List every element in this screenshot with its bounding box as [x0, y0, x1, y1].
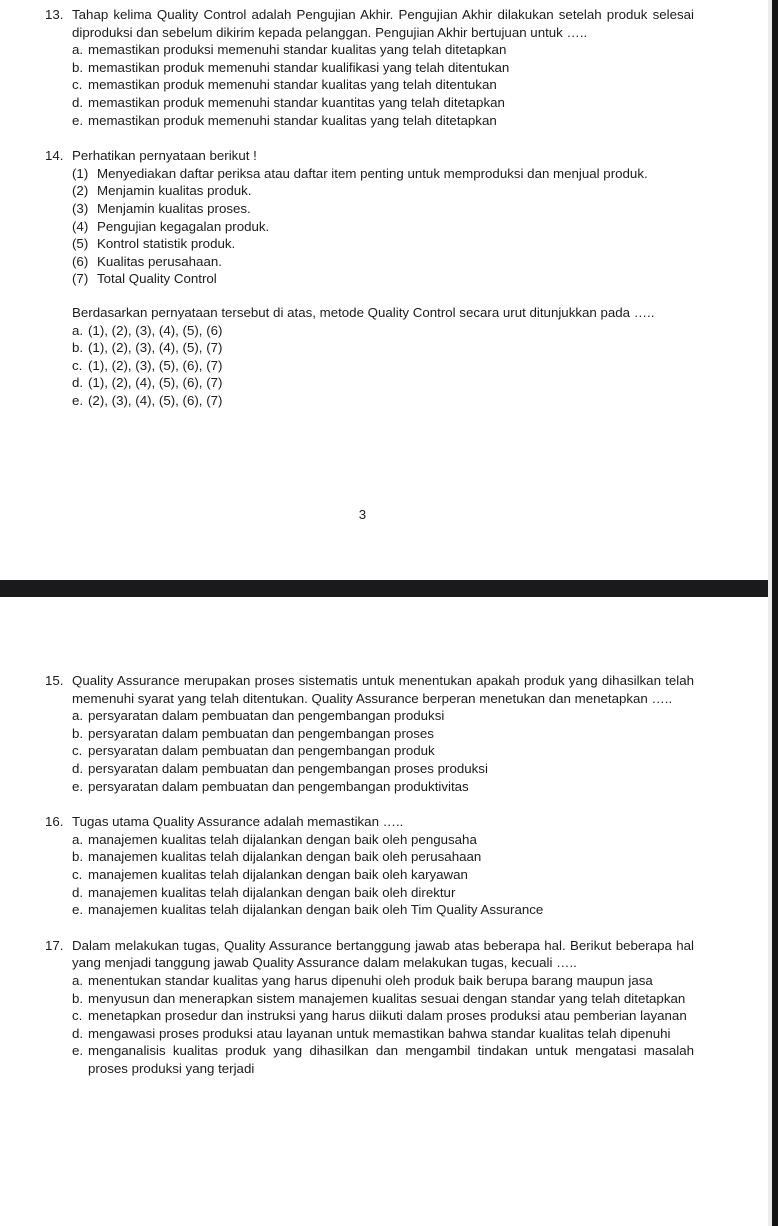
option-text: (1), (2), (3), (5), (6), (7): [88, 357, 223, 373]
question-stem: [45, 813, 694, 831]
option-letter: a.: [72, 708, 84, 724]
question-13: [45, 6, 694, 129]
option-text: manajemen kualitas telah dijalankan dengan baik oleh direktur: [88, 884, 456, 900]
option-text: (1), (2), (4), (5), (6), (7): [88, 375, 223, 391]
document-page-bottom: [0, 672, 772, 1095]
option-letter: e.: [72, 778, 84, 794]
option-text: menentukan standar kualitas yang harus dipenuhi oleh produk baik berupa barang maupun jasa: [88, 972, 653, 988]
option-letter: e.: [72, 902, 84, 918]
question-17: [45, 937, 694, 1078]
option-text: manajemen kualitas telah dijalankan dengan baik oleh Tim Quality Assurance: [88, 902, 544, 918]
option-letter: c.: [72, 866, 83, 882]
option-text: persyaratan dalam pembuatan dan pengembangan proses: [88, 725, 434, 741]
answer-option[interactable]: [72, 707, 694, 725]
question-stem: [45, 147, 694, 165]
question-16: [45, 813, 694, 919]
option-text: menyusun dan menerapkan sistem manajemen kualitas sesuai dengan standar yang telah ditetapkan: [88, 990, 686, 1006]
answer-option[interactable]: [72, 831, 694, 849]
statement-marker: (5): [72, 236, 89, 252]
statement-text: Pengujian kegagalan produk.: [97, 218, 270, 234]
statement-item: [72, 200, 694, 218]
answer-option[interactable]: [72, 972, 694, 990]
option-text: memastikan produksi memenuhi standar kualitas yang telah ditetapkan: [88, 42, 507, 58]
statement-text: Menjamin kualitas proses.: [97, 200, 251, 216]
option-letter: d.: [72, 94, 84, 110]
answer-option[interactable]: [72, 760, 694, 778]
statement-text: Total Quality Control: [97, 271, 217, 287]
page-number: 3: [358, 507, 367, 522]
statement-item: [72, 253, 694, 271]
option-letter: b.: [72, 725, 84, 741]
statement-marker: (3): [72, 200, 89, 216]
answer-option[interactable]: [72, 357, 694, 375]
option-letter: d.: [72, 760, 84, 776]
option-letter: c.: [72, 1008, 83, 1024]
option-letter: b.: [72, 59, 84, 75]
answer-option[interactable]: [72, 901, 694, 919]
option-text: manajemen kualitas telah dijalankan dengan baik oleh karyawan: [88, 866, 468, 882]
option-letter: b.: [72, 849, 84, 865]
answer-option[interactable]: [72, 848, 694, 866]
statement-text: Kualitas perusahaan.: [97, 253, 222, 269]
answer-option[interactable]: [72, 322, 694, 340]
option-letter: c.: [72, 743, 83, 759]
option-letter: d.: [72, 884, 84, 900]
statement-marker: (7): [72, 271, 89, 287]
page-break-separator: [0, 580, 772, 597]
answer-option[interactable]: [72, 392, 694, 410]
answer-option[interactable]: [72, 76, 694, 94]
statement-text: Menjamin kualitas produk.: [97, 183, 252, 199]
question-stem: [45, 672, 694, 707]
option-text: (1), (2), (3), (4), (5), (6): [88, 322, 223, 338]
option-text: manajemen kualitas telah dijalankan dengan baik oleh perusahaan: [88, 849, 482, 865]
statement-item: [72, 182, 694, 200]
option-text: (2), (3), (4), (5), (6), (7): [88, 392, 223, 408]
question-number: 16.: [45, 814, 64, 830]
answer-option[interactable]: [72, 1025, 694, 1043]
option-text: mengawasi proses produksi atau layanan untuk memastikan bahwa standar kualitas telah dipenuhi: [88, 1025, 671, 1041]
question-14: [45, 147, 694, 409]
option-text: menganalisis kualitas produk yang dihasilkan dan mengambil tindakan untuk mengatasi masalah proses produksi yang terjadi: [88, 1043, 694, 1076]
scan-edge-dark-strip: [772, 0, 778, 1226]
answer-option[interactable]: [72, 866, 694, 884]
answer-options-list: [72, 707, 694, 795]
question-15: [45, 672, 694, 795]
question-number: 14.: [45, 148, 64, 164]
option-letter: a.: [72, 42, 84, 58]
statement-text: Menyediakan daftar periksa atau daftar item penting untuk memproduksi dan menjual produk.: [97, 165, 648, 181]
question-text: Tugas utama Quality Assurance adalah memastikan …..: [72, 814, 404, 830]
question-lead-in-text: Berdasarkan pernyataan tersebut di atas, metode Quality Control secara urut ditunjukkan pada …..: [72, 304, 655, 320]
statement-marker: (4): [72, 218, 89, 234]
statement-item: [72, 218, 694, 236]
question-text: Quality Assurance merupakan proses sistematis untuk menentukan apakah produk yang dihasilkan telah memenuhi syarat yang telah ditentukan. Quality Assurance berperan menetukan dan menetapkan …..: [72, 673, 694, 706]
answer-option[interactable]: [72, 1042, 694, 1077]
option-text: menetapkan prosedur dan instruksi yang harus diikuti dalam proses produksi atau pemberian layanan: [88, 1008, 687, 1024]
answer-option[interactable]: [72, 112, 694, 130]
option-text: manajemen kualitas telah dijalankan dengan baik oleh pengusaha: [88, 831, 477, 847]
answer-option[interactable]: [72, 94, 694, 112]
option-letter: b.: [72, 340, 84, 356]
answer-options-list: [72, 322, 694, 410]
answer-option[interactable]: [72, 778, 694, 796]
statement-item: [72, 165, 694, 183]
answer-option[interactable]: [72, 59, 694, 77]
option-letter: c.: [72, 357, 83, 373]
answer-options-list: [72, 972, 694, 1078]
answer-option[interactable]: [72, 742, 694, 760]
option-text: persyaratan dalam pembuatan dan pengembangan produk: [88, 743, 435, 759]
answer-option[interactable]: [72, 374, 694, 392]
option-text: persyaratan dalam pembuatan dan pengembangan produksi: [88, 708, 445, 724]
statement-item: [72, 235, 694, 253]
answer-option[interactable]: [72, 41, 694, 59]
option-letter: c.: [72, 77, 83, 93]
statement-text: Kontrol statistik produk.: [97, 236, 236, 252]
question-text: Dalam melakukan tugas, Quality Assurance bertanggung jawab atas beberapa hal. Berikut beberapa hal yang menjadi tanggung jawab Quality Assurance dalam melakukan tugas, kecuali …..: [72, 937, 694, 971]
statement-marker: (1): [72, 165, 89, 181]
question-text: Perhatikan pernyataan berikut !: [72, 148, 257, 164]
option-text: persyaratan dalam pembuatan dan pengembangan produktivitas: [88, 778, 469, 794]
question-number: 17.: [45, 937, 64, 953]
option-text: memastikan produk memenuhi standar kualitas yang telah ditentukan: [88, 77, 497, 93]
option-letter: e.: [72, 1043, 84, 1059]
answer-option[interactable]: [72, 884, 694, 902]
question-stem: [45, 937, 694, 972]
question-text: Tahap kelima Quality Control adalah Pengujian Akhir. Pengujian Akhir dilakukan setelah produk selesai diproduksi dan sebelum dikirim kepada pelanggan. Pengujian Akhir bertujuan untuk …..: [72, 7, 694, 40]
answer-options-list: [72, 831, 694, 919]
answer-option[interactable]: [72, 725, 694, 743]
question-number: 15.: [45, 673, 64, 688]
answer-options-list: [72, 41, 694, 129]
document-page-top: [0, 6, 772, 522]
option-letter: b.: [72, 990, 84, 1006]
question-stem: [45, 6, 694, 41]
statement-marker: (2): [72, 183, 89, 199]
answer-option[interactable]: [72, 339, 694, 357]
option-text: (1), (2), (3), (4), (5), (7): [88, 340, 223, 356]
option-letter: d.: [72, 375, 84, 391]
option-text: memastikan produk memenuhi standar kuantitas yang telah ditetapkan: [88, 94, 505, 110]
answer-option[interactable]: [72, 1007, 694, 1025]
statement-item: [72, 270, 694, 288]
option-text: memastikan produk memenuhi standar kualitas yang telah ditetapkan: [88, 112, 497, 128]
statement-marker: (6): [72, 253, 89, 269]
option-letter: a.: [72, 972, 84, 988]
option-text: persyaratan dalam pembuatan dan pengembangan proses produksi: [88, 760, 488, 776]
option-letter: e.: [72, 392, 84, 408]
answer-option[interactable]: [72, 990, 694, 1008]
option-letter: d.: [72, 1025, 84, 1041]
question-number: 13.: [45, 7, 64, 22]
statement-list: [72, 165, 694, 288]
option-letter: a.: [72, 831, 84, 847]
option-text: memastikan produk memenuhi standar kualifikasi yang telah ditentukan: [88, 59, 510, 75]
option-letter: a.: [72, 322, 84, 338]
option-letter: e.: [72, 112, 84, 128]
